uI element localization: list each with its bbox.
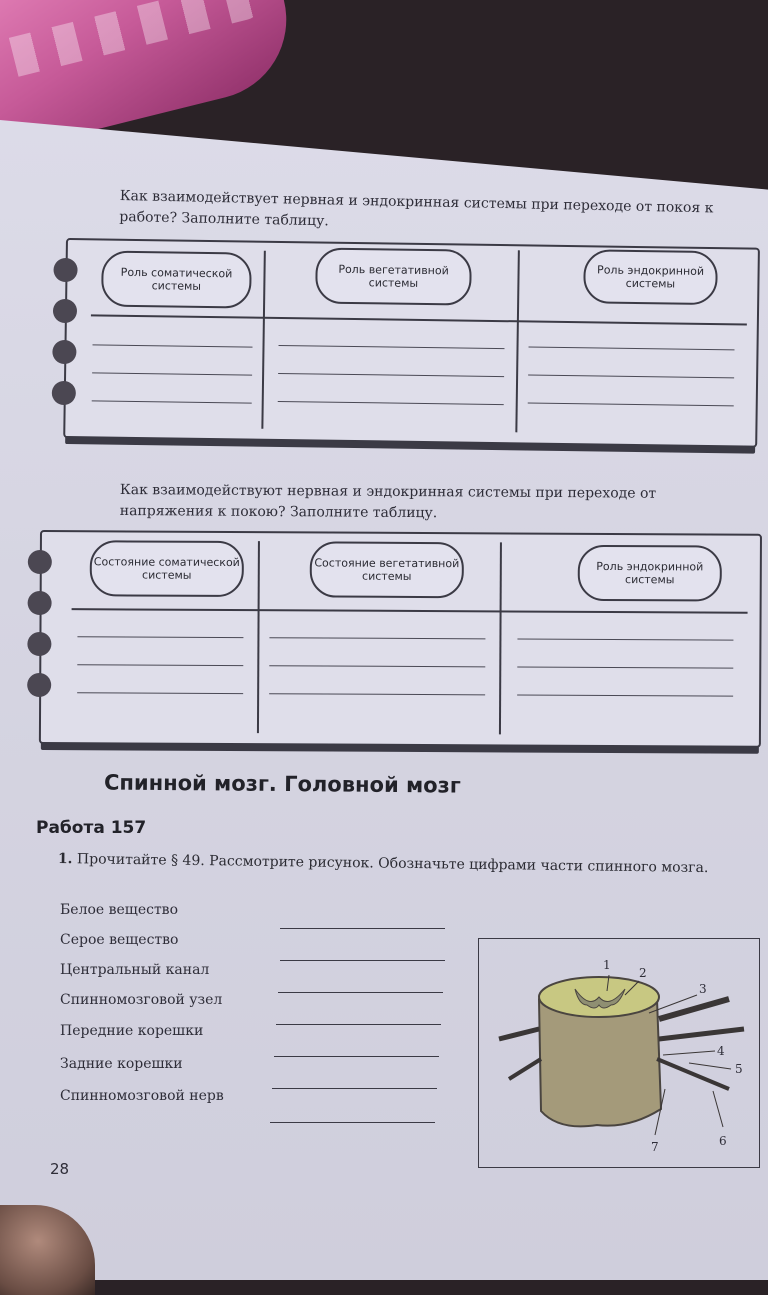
part-white-matter: Белое вещество bbox=[60, 902, 178, 918]
question-1: Как взаимодействует нервная и эндокринная системы при переходе от покоя к работе? Заполните таблицу. bbox=[119, 187, 714, 230]
table1-header-2: Роль вегетативной системы bbox=[315, 247, 472, 305]
table2-divider-2 bbox=[499, 542, 502, 734]
task-body: Прочитайте § 49. Рассмотрите рисунок. Обозначьте цифрами части спинного мозга. bbox=[76, 851, 709, 877]
part-central-canal: Центральный канал bbox=[60, 962, 210, 978]
table1-divider-2 bbox=[515, 250, 520, 432]
figure-label-7: 7 bbox=[651, 1140, 659, 1154]
answer-line-2[interactable] bbox=[280, 960, 445, 961]
spinal-cord-figure bbox=[478, 938, 760, 1168]
figure-label-2: 2 bbox=[639, 966, 647, 980]
task-number: 1. bbox=[57, 850, 73, 868]
answer-line-4[interactable] bbox=[276, 1024, 441, 1025]
answer-line-3[interactable] bbox=[278, 992, 443, 993]
answer-line-7[interactable] bbox=[270, 1122, 435, 1123]
table2-header-line bbox=[72, 608, 748, 614]
part-spinal-nerve: Спинномозговой нерв bbox=[60, 1088, 224, 1104]
part-posterior-roots: Задние корешки bbox=[60, 1056, 183, 1072]
table-1 bbox=[63, 238, 760, 448]
section-title: Спинной мозг. Головной мозг bbox=[103, 770, 461, 798]
table2-header-3: Роль эндокринной системы bbox=[578, 545, 722, 602]
table-2 bbox=[39, 530, 762, 748]
binder-holes bbox=[51, 258, 81, 422]
table2-header-1: Состояние соматической системы bbox=[90, 540, 244, 597]
figure-label-1: 1 bbox=[603, 958, 611, 972]
figure-label-5: 5 bbox=[735, 1062, 743, 1076]
table1-header-line bbox=[91, 314, 747, 325]
spinal-cord-illustration bbox=[479, 939, 759, 1167]
binder-holes bbox=[27, 550, 56, 714]
table1-header-1: Роль соматической системы bbox=[101, 251, 252, 309]
figure-label-6: 6 bbox=[719, 1134, 727, 1148]
part-spinal-ganglion: Спинномозговой узел bbox=[60, 992, 223, 1008]
table1-divider-1 bbox=[261, 251, 265, 429]
table2-divider-1 bbox=[257, 541, 260, 733]
figure-label-3: 3 bbox=[699, 982, 707, 996]
table1-header-3: Роль эндокринной системы bbox=[583, 249, 718, 305]
answer-line-1[interactable] bbox=[280, 928, 445, 929]
part-anterior-roots: Передние корешки bbox=[60, 1023, 204, 1039]
figure-label-4: 4 bbox=[717, 1044, 725, 1058]
page-number: 28 bbox=[50, 1160, 70, 1178]
table2-header-2: Состояние вегетативной системы bbox=[310, 541, 464, 598]
work-title: Работа 157 bbox=[36, 818, 147, 838]
answer-line-6[interactable] bbox=[272, 1088, 437, 1089]
part-gray-matter: Серое вещество bbox=[60, 932, 179, 948]
question-2: Как взаимодействуют нервная и эндокринная системы при переходе от напряжения к покою? Заполните таблицу. bbox=[119, 481, 657, 522]
answer-line-5[interactable] bbox=[274, 1056, 439, 1057]
